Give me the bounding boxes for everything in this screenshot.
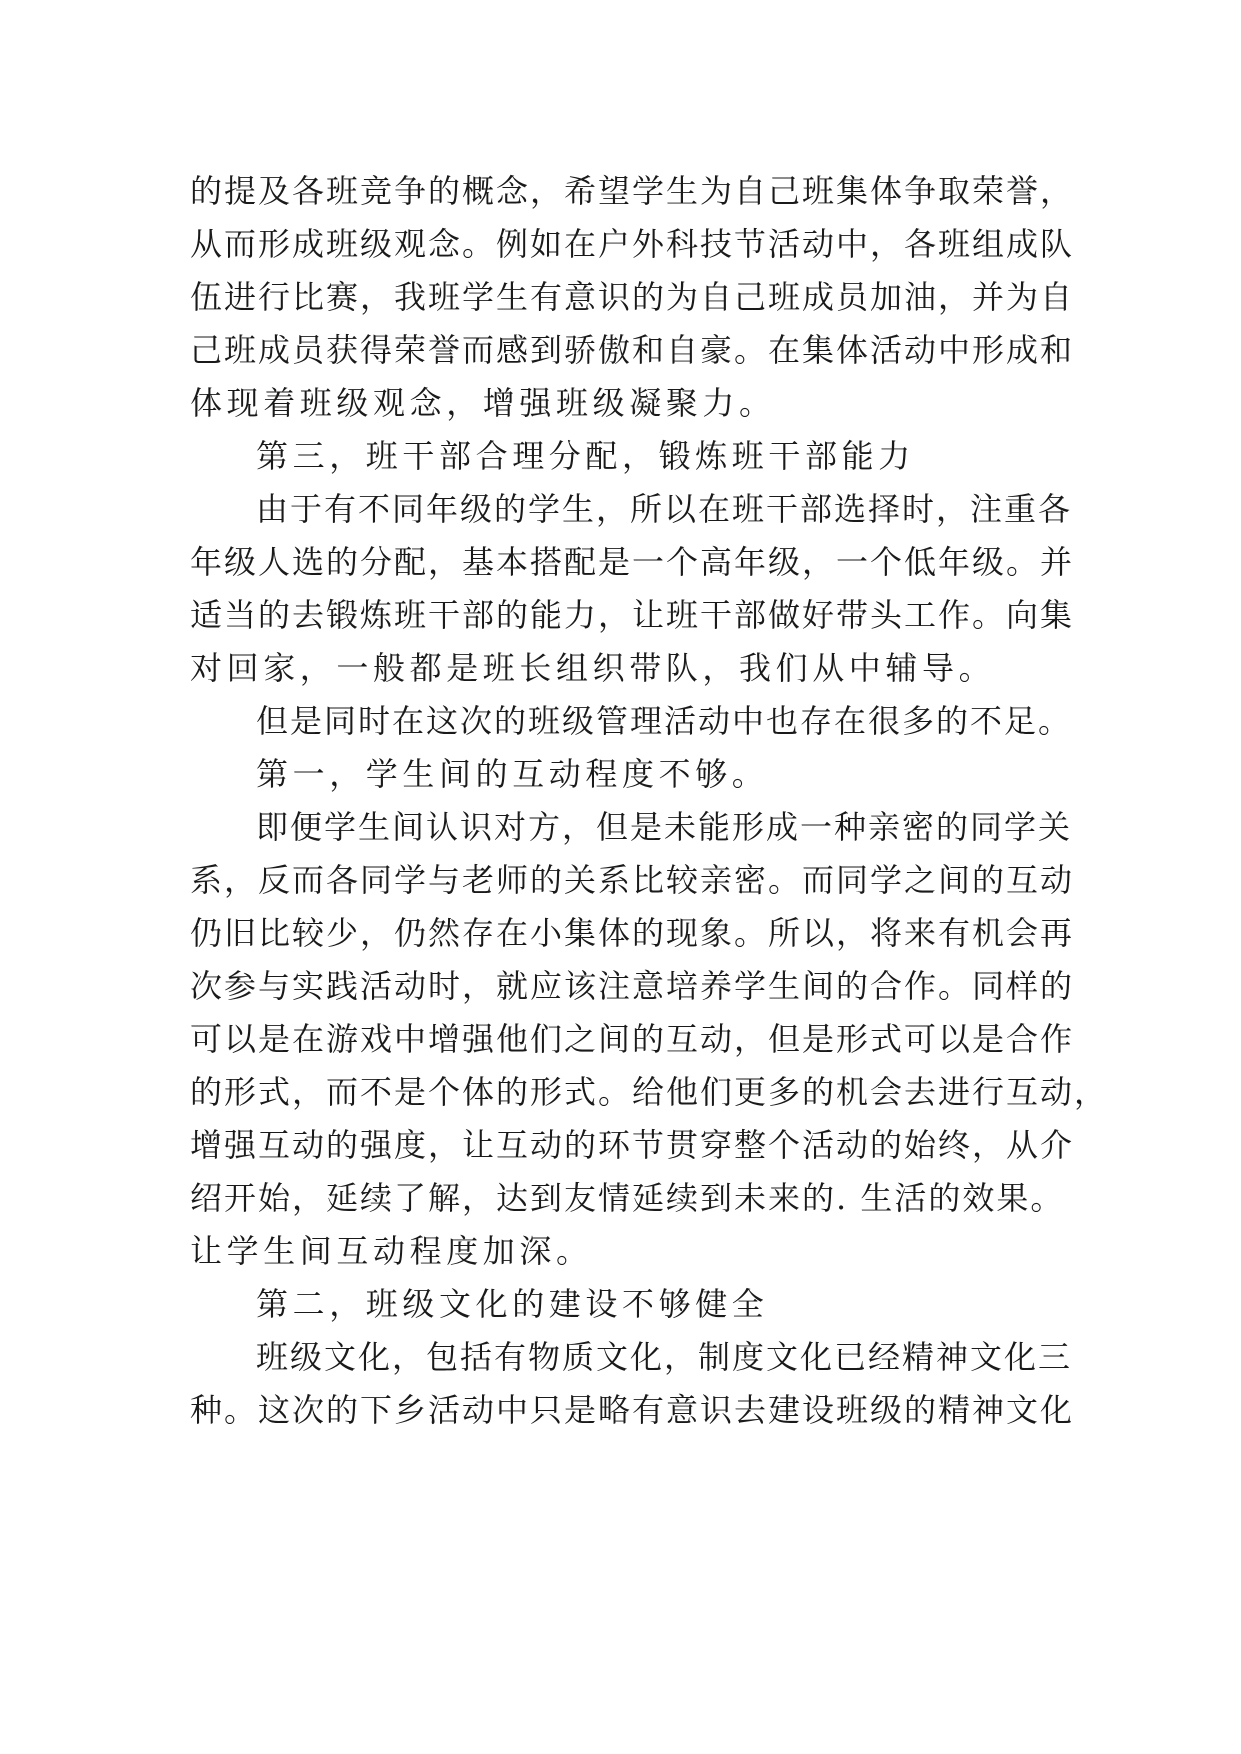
text-line: 次参与实践活动时，就应该注意培养学生间的合作。同样的 xyxy=(190,967,1075,1005)
text-line: 的提及各班竞争的概念，希望学生为自己班集体争取荣誉， xyxy=(190,172,1075,210)
text-line: 系，反而各同学与老师的关系比较亲密。而同学之间的互动 xyxy=(190,861,1075,899)
text-line: 体现着班级观念，增强班级凝聚力。 xyxy=(190,384,776,422)
text-line: 己班成员获得荣誉而感到骄傲和自豪。在集体活动中形成和 xyxy=(190,331,1075,369)
text-line: 但是同时在这次的班级管理活动中也存在很多的不足。 xyxy=(256,702,1073,740)
section-heading: 第二，班级文化的建设不够健全 xyxy=(256,1285,769,1323)
text-line: 仍旧比较少，仍然存在小集体的现象。所以，将来有机会再 xyxy=(190,914,1075,952)
text-line: 的形式，而不是个体的形式。给他们更多的机会去进行互动， xyxy=(190,1073,1109,1111)
section-heading: 第三，班干部合理分配，锻炼班干部能力 xyxy=(256,437,915,475)
text-line: 对回家，一般都是班长组织带队，我们从中辅导。 xyxy=(190,649,996,687)
text-line: 适当的去锻炼班干部的能力，让班干部做好带头工作。向集 xyxy=(190,596,1075,634)
text-line: 伍进行比赛，我班学生有意识的为自己班成员加油，并为自 xyxy=(190,278,1075,316)
text-line: 种。这次的下乡活动中只是略有意识去建设班级的精神文化 xyxy=(190,1391,1075,1429)
text-line: 即便学生间认识对方，但是未能形成一种亲密的同学关 xyxy=(256,808,1073,846)
text-line: 从而形成班级观念。例如在户外科技节活动中，各班组成队 xyxy=(190,225,1075,263)
text-line: 班级文化，包括有物质文化，制度文化已经精神文化三 xyxy=(256,1338,1073,1376)
text-line: 年级人选的分配，基本搭配是一个高年级，一个低年级。并 xyxy=(190,543,1075,581)
text-line: 增强互动的强度，让互动的环节贯穿整个活动的始终，从介 xyxy=(190,1126,1075,1164)
text-line: 由于有不同年级的学生，所以在班干部选择时，注重各 xyxy=(256,490,1073,528)
text-line: 让学生间互动程度加深。 xyxy=(190,1232,593,1270)
section-heading: 第一，学生间的互动程度不够。 xyxy=(256,755,769,793)
text-line: 可以是在游戏中增强他们之间的互动，但是形式可以是合作 xyxy=(190,1020,1075,1058)
text-line: 绍开始，延续了解，达到友情延续到未来的. 生活的效果。 xyxy=(190,1179,1065,1217)
